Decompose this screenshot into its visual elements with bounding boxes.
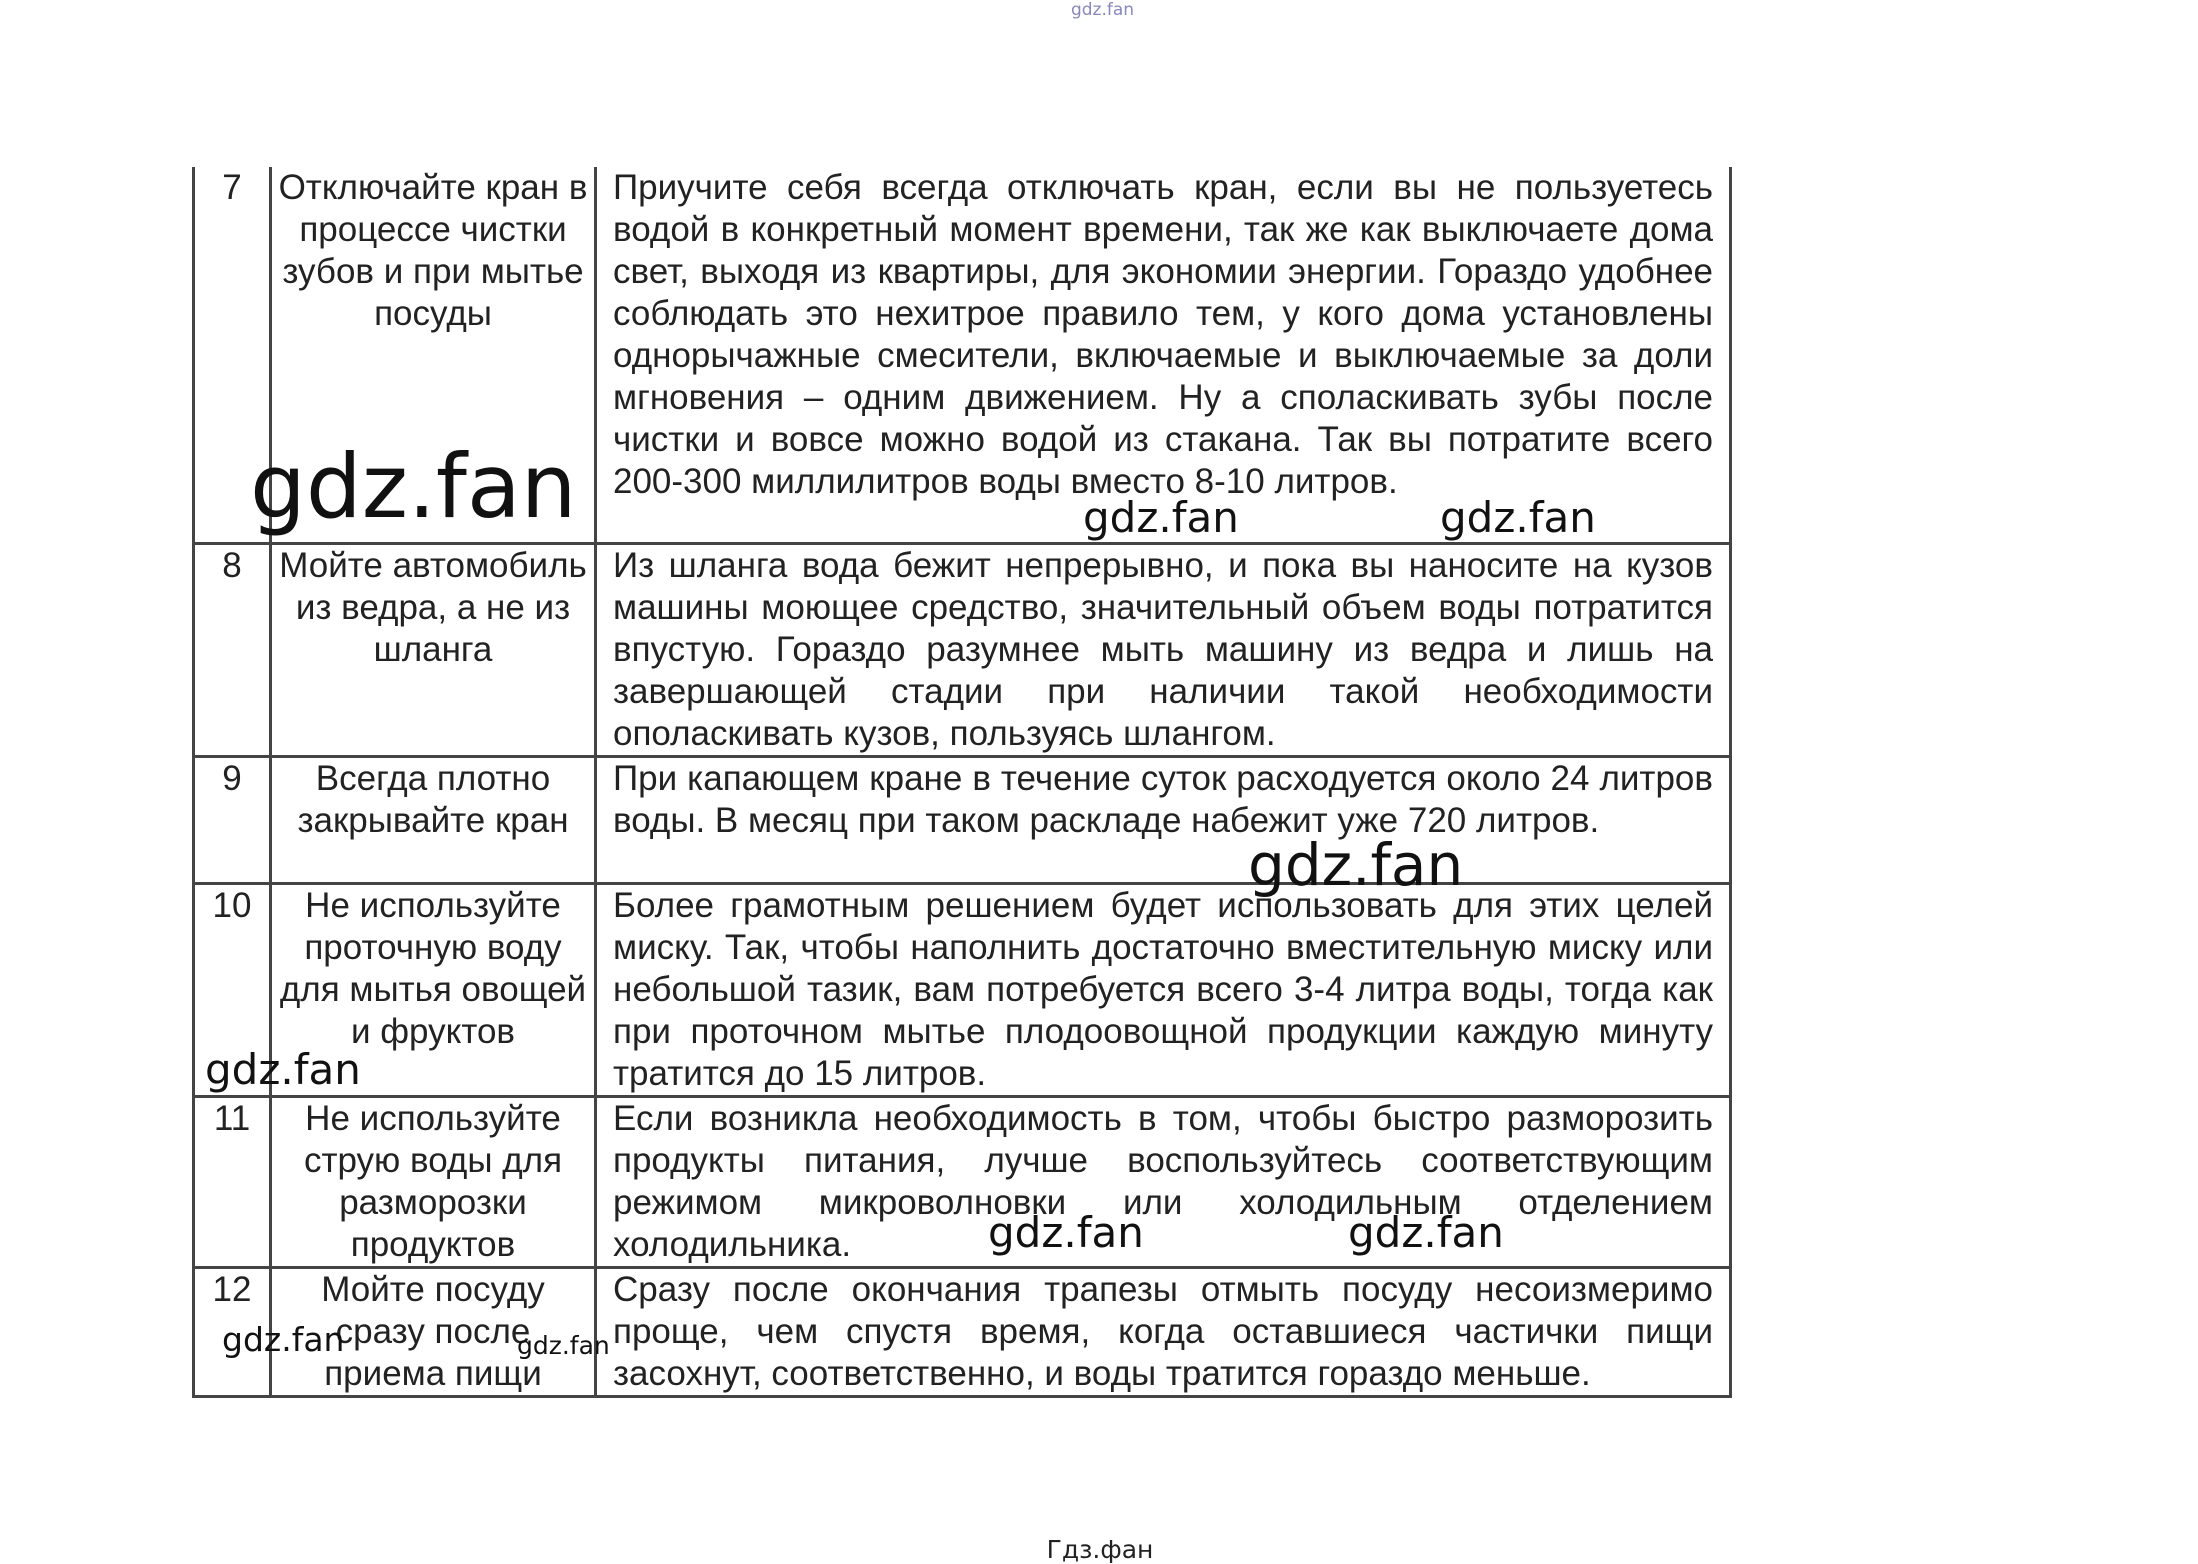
tip-description: Если возникла необходимость в том, чтобы быстро разморозить продукты питания, лучше воспользуйтесь соответствующим режимом микроволновки или холодильным отделением холодильника. <box>596 1096 1731 1267</box>
tip-title: Не используйте проточную воду для мытья овощей и фруктов <box>271 883 596 1096</box>
footer-caption: Гдз.фан <box>1046 1535 1154 1564</box>
table-row <box>194 1267 1731 1396</box>
watermark: gdz.fan <box>517 1331 610 1360</box>
tip-title: Мойте автомобиль из ведра, а не из шланга <box>271 543 596 756</box>
row-number: 7 <box>194 167 271 543</box>
watermark: gdz.fan <box>988 1208 1144 1257</box>
watermark: gdz.fan <box>1440 493 1596 542</box>
table-row <box>194 756 1731 883</box>
tip-description: Приучите себя всегда отключать кран, если вы не пользуетесь водой в конкретный момент времени, так же как выключаете дома свет, выходя из квартиры, для экономии энергии. Гораздо удобнее соблюдать это нехитрое правило тем, у кого дома установлены однорычажные смесители, включаемые и выключаемые за доли мгновения – одним движением. Ну а споласкивать зубы после чистки и вовсе можно водой из стакана. Так вы потратите всего 200-300 миллилитров воды вместо 8-10 литров. <box>596 167 1731 543</box>
tip-title: Всегда плотно закрывайте кран <box>271 756 596 883</box>
watermark: gdz.fan <box>1248 831 1464 899</box>
row-number: 12 <box>194 1267 271 1396</box>
row-number: 8 <box>194 543 271 756</box>
tip-title: Отключайте кран в процессе чистки зубов и при мытье посуды <box>271 167 596 543</box>
watermark: gdz.fan <box>205 1045 361 1094</box>
tip-description: Сразу после окончания трапезы отмыть посуду несоизмеримо проще, чем спустя время, когда оставшиеся частички пищи засохнут, соответственно, и воды тратится гораздо меньше. <box>596 1267 1731 1396</box>
row-number: 11 <box>194 1096 271 1267</box>
tip-description: Более грамотным решением будет использовать для этих целей миску. Так, чтобы наполнить достаточно вместительную миску или небольшой тазик, вам потребуется всего 3-4 литра воды, тогда как при проточном мытье плодоовощной продукции каждую минуту тратится до 15 литров. <box>596 883 1731 1096</box>
watermark: gdz.fan <box>1083 493 1239 542</box>
top-watermark: gdz.fan <box>1070 0 1135 20</box>
watermark: gdz.fan <box>1348 1208 1504 1257</box>
row-number: 10 <box>194 883 271 1096</box>
tip-description: Из шланга вода бежит непрерывно, и пока вы наносите на кузов машины моющее средство, значительный объем воды потратится впустую. Гораздо разумнее мыть машину из ведра и лишь на завершающей стадии при наличии такой необходимости ополаскивать кузов, пользуясь шлангом. <box>596 543 1731 756</box>
tip-title: Не используйте струю воды для разморозки продуктов <box>271 1096 596 1267</box>
table-row <box>194 543 1731 756</box>
table-row <box>194 883 1731 1096</box>
watermark: gdz.fan <box>222 1320 345 1359</box>
tip-description: При капающем кране в течение суток расходуется около 24 литров воды. В месяц при таком раскладе набежит уже 720 литров. <box>596 756 1731 883</box>
row-number: 9 <box>194 756 271 883</box>
watermark: gdz.fan <box>250 435 577 538</box>
tip-title: Мойте посуду сразу после приема пищи <box>271 1267 596 1396</box>
